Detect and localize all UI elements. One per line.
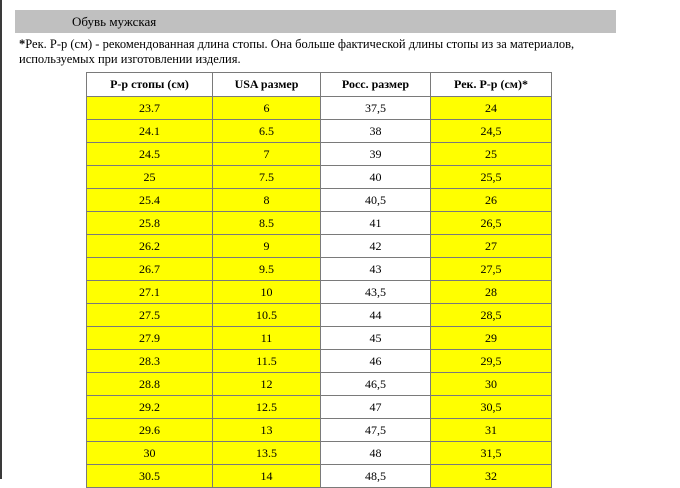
cell-foot-length: 28.3 <box>87 350 213 373</box>
cell-russian-size: 48 <box>321 442 431 465</box>
cell-foot-length: 26.2 <box>87 235 213 258</box>
cell-recommended-size: 29,5 <box>431 350 552 373</box>
cell-foot-length: 28.8 <box>87 373 213 396</box>
table-row <box>87 212 552 235</box>
cell-usa-size: 12.5 <box>213 396 321 419</box>
cell-foot-length: 27.5 <box>87 304 213 327</box>
cell-usa-size: 9 <box>213 235 321 258</box>
cell-recommended-size: 31 <box>431 419 552 442</box>
cell-recommended-size: 27 <box>431 235 552 258</box>
cell-recommended-size: 28,5 <box>431 304 552 327</box>
cell-russian-size: 43 <box>321 258 431 281</box>
table-row <box>87 419 552 442</box>
cell-russian-size: 42 <box>321 235 431 258</box>
cell-foot-length: 23.7 <box>87 97 213 120</box>
cell-russian-size: 38 <box>321 120 431 143</box>
cell-russian-size: 39 <box>321 143 431 166</box>
table-row <box>87 258 552 281</box>
cell-foot-length: 25.4 <box>87 189 213 212</box>
column-header-usa-size: USA размер <box>213 73 321 97</box>
table-row <box>87 465 552 488</box>
table-row <box>87 189 552 212</box>
cell-recommended-size: 25 <box>431 143 552 166</box>
cell-usa-size: 6.5 <box>213 120 321 143</box>
table-row <box>87 235 552 258</box>
cell-usa-size: 13.5 <box>213 442 321 465</box>
note-text: Рек. Р-р (см) - рекомендованная длина стопы. Она больше фактической длины стопы из за материалов, используемых при изготовлении изделия. <box>19 37 575 66</box>
cell-foot-length: 25.8 <box>87 212 213 235</box>
cell-usa-size: 8 <box>213 189 321 212</box>
table-row <box>87 350 552 373</box>
cell-russian-size: 43,5 <box>321 281 431 304</box>
cell-recommended-size: 30 <box>431 373 552 396</box>
cell-foot-length: 27.1 <box>87 281 213 304</box>
table-row <box>87 281 552 304</box>
left-border-line <box>0 0 2 479</box>
cell-foot-length: 30.5 <box>87 465 213 488</box>
cell-recommended-size: 30,5 <box>431 396 552 419</box>
cell-recommended-size: 24 <box>431 97 552 120</box>
size-note <box>19 37 609 66</box>
column-header-recommended-size: Рек. Р-р (см)* <box>431 73 552 97</box>
table-row <box>87 143 552 166</box>
table-row <box>87 97 552 120</box>
cell-foot-length: 27.9 <box>87 327 213 350</box>
cell-foot-length: 24.1 <box>87 120 213 143</box>
column-header-foot-length: Р-р стопы (см) <box>87 73 213 97</box>
cell-usa-size: 8.5 <box>213 212 321 235</box>
cell-russian-size: 40,5 <box>321 189 431 212</box>
cell-usa-size: 9.5 <box>213 258 321 281</box>
cell-foot-length: 24.5 <box>87 143 213 166</box>
cell-russian-size: 47,5 <box>321 419 431 442</box>
cell-recommended-size: 24,5 <box>431 120 552 143</box>
cell-foot-length: 26.7 <box>87 258 213 281</box>
note-asterisk: * <box>19 37 26 51</box>
cell-usa-size: 10 <box>213 281 321 304</box>
cell-recommended-size: 25,5 <box>431 166 552 189</box>
table-row <box>87 304 552 327</box>
cell-foot-length: 25 <box>87 166 213 189</box>
cell-recommended-size: 27,5 <box>431 258 552 281</box>
cell-usa-size: 11 <box>213 327 321 350</box>
cell-recommended-size: 28 <box>431 281 552 304</box>
table-header-row <box>87 73 552 97</box>
cell-usa-size: 10.5 <box>213 304 321 327</box>
cell-usa-size: 13 <box>213 419 321 442</box>
cell-recommended-size: 26 <box>431 189 552 212</box>
cell-usa-size: 14 <box>213 465 321 488</box>
table-row <box>87 120 552 143</box>
cell-russian-size: 47 <box>321 396 431 419</box>
table-row <box>87 166 552 189</box>
cell-usa-size: 6 <box>213 97 321 120</box>
cell-russian-size: 40 <box>321 166 431 189</box>
cell-usa-size: 11.5 <box>213 350 321 373</box>
cell-russian-size: 41 <box>321 212 431 235</box>
cell-russian-size: 45 <box>321 327 431 350</box>
table-row <box>87 442 552 465</box>
cell-recommended-size: 29 <box>431 327 552 350</box>
column-header-russian-size: Росс. размер <box>321 73 431 97</box>
table-row <box>87 327 552 350</box>
cell-russian-size: 46,5 <box>321 373 431 396</box>
cell-usa-size: 12 <box>213 373 321 396</box>
cell-russian-size: 48,5 <box>321 465 431 488</box>
cell-recommended-size: 32 <box>431 465 552 488</box>
cell-foot-length: 29.6 <box>87 419 213 442</box>
table-row <box>87 373 552 396</box>
section-header <box>15 10 616 33</box>
section-title: Обувь мужская <box>72 14 157 29</box>
cell-foot-length: 30 <box>87 442 213 465</box>
cell-recommended-size: 31,5 <box>431 442 552 465</box>
cell-usa-size: 7 <box>213 143 321 166</box>
size-chart-table <box>86 72 552 488</box>
cell-usa-size: 7.5 <box>213 166 321 189</box>
cell-russian-size: 37,5 <box>321 97 431 120</box>
cell-russian-size: 44 <box>321 304 431 327</box>
table-row <box>87 396 552 419</box>
cell-foot-length: 29.2 <box>87 396 213 419</box>
cell-recommended-size: 26,5 <box>431 212 552 235</box>
cell-russian-size: 46 <box>321 350 431 373</box>
